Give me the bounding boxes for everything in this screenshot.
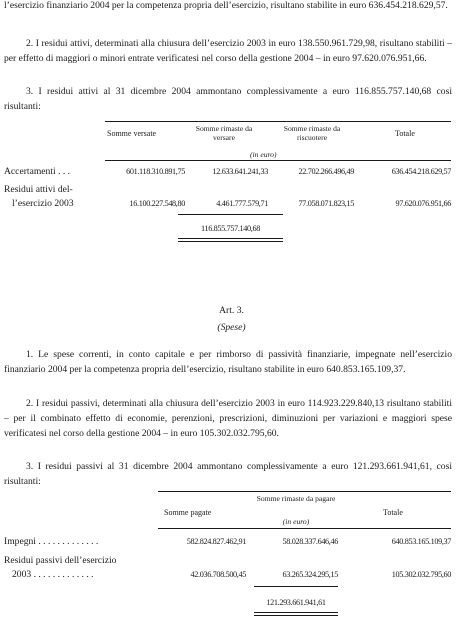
table2-total: 121.293.661.941,61 [266, 598, 326, 607]
table1-total-rule-top [178, 214, 283, 215]
table2-row-label-impegni: Impegni . . . . . . . . . . . . . [4, 536, 99, 547]
table1-header-somme-da-versare: Somme rimaste da versare [195, 124, 253, 142]
table2-row-label-residui-2: 2003 . . . . . . . . . . . . . [12, 569, 94, 580]
table2-cell: 63.265.324.295,15 [282, 570, 338, 579]
table1-row-label-residui-2: l’esercizio 2003 [12, 198, 74, 209]
table1-total: 116.855.757.140,68 [201, 224, 260, 233]
paragraph-residui-attivi-3: 3. I residui attivi al 31 dicembre 2004 ammontano complessivamente a euro 116.855.757.140,68 così risultanti: [4, 86, 452, 113]
table1-header-totale: Totale [395, 129, 415, 138]
table2-cell: 582.824.827.462,91 [186, 537, 246, 546]
table2-cell: 42.036.708.500,45 [190, 570, 246, 579]
table1-cell: 601.118.310.891,75 [126, 167, 185, 176]
table1-cell: 4.461.777.579,71 [216, 199, 268, 208]
table1-cell: 12.633.641.241,33 [212, 167, 268, 176]
table2-cell: 105.302.032.795,60 [391, 570, 451, 579]
table1-total-rule-bottom-1 [178, 238, 283, 239]
table2-unit: (in euro) [282, 517, 310, 526]
table1-top-rule [105, 121, 451, 122]
paragraph-spese-3: 3. I residui passivi al 31 dicembre 2004 ammontano complessivamente a euro 121.293.661.941,61, così risultanti: [4, 461, 452, 488]
table2-row-label-residui: Residui passivi dell’esercizio [4, 555, 117, 566]
article-title: (Spese) [217, 322, 246, 333]
table1-header-somme-versate: Somme versate [107, 129, 157, 138]
paragraph-continuation: l’esercizio finanziario 2004 per la competenza propria dell’esercizio, risultano stabilite in euro 636.454.218.629,57. [4, 0, 448, 11]
table2-total-rule-top [254, 586, 338, 587]
table1-row-label-accertamenti: Accertamenti . . . [4, 166, 71, 177]
table2-header-rule [158, 528, 451, 529]
article-number: Art. 3. [219, 305, 244, 316]
table1-header-rule [105, 160, 451, 161]
table1-cell: 636.454.218.629,57 [391, 167, 451, 176]
table1-cell: 22.702.266.496,49 [298, 167, 354, 176]
table2-cell: 640.853.165.109,37 [391, 537, 451, 546]
table1-unit: (in euro) [250, 150, 277, 159]
table1-row-label-residui: Residui attivi del- [4, 184, 73, 195]
paragraph-spese-1: 1. Le spese correnti, in conto capitale e per rimborso di passività finanziarie, impegnate nell’esercizio finanziario 2004 per la competenza propria dell’esercizio, risultano stabilite in euro 640.853.165.109,37. [4, 349, 452, 376]
table2-total-rule-bottom-1 [254, 612, 338, 613]
table2-header-somme-da-pagare: Somme rimaste da pagare [256, 494, 336, 503]
table2-header-totale: Totale [383, 508, 403, 517]
table2-top-rule [158, 491, 451, 492]
table2-cell: 58.028.337.646,46 [282, 537, 338, 546]
paragraph-residui-attivi-2: 2. I residui attivi, determinati alla chiusura dell’esercizio 2003 in euro 138.550.961.729,98, risultano stabiliti – per effetto di maggiori o minori entrate verificatesi nel corso della gestione 2004 – in euro 97.620.076.951,66. [4, 38, 452, 65]
table1-cell: 77.058.071.823,15 [298, 199, 354, 208]
table1-total-rule-bottom-2 [178, 241, 283, 242]
table1-cell: 97.620.076.951,66 [395, 199, 451, 208]
table1-header-somme-da-riscuotere: Somme rimaste da riscuotere [283, 124, 341, 142]
table1-cell: 16.100.227.548,80 [129, 199, 185, 208]
table2-total-rule-bottom-2 [254, 615, 338, 616]
paragraph-spese-2: 2. I residui passivi, determinati alla chiusura dell’esercizio 2003 in euro 114.923.229.840,13 risultano stabiliti – per il combinato effetto di economie, perenzioni, prescrizioni, diminuzioni per variazioni e maggiori spese verificatesi nel corso della gestione 2004 – in euro 105.302.032.795,60. [4, 398, 452, 440]
table2-header-somme-pagate: Somme pagate [164, 508, 212, 517]
